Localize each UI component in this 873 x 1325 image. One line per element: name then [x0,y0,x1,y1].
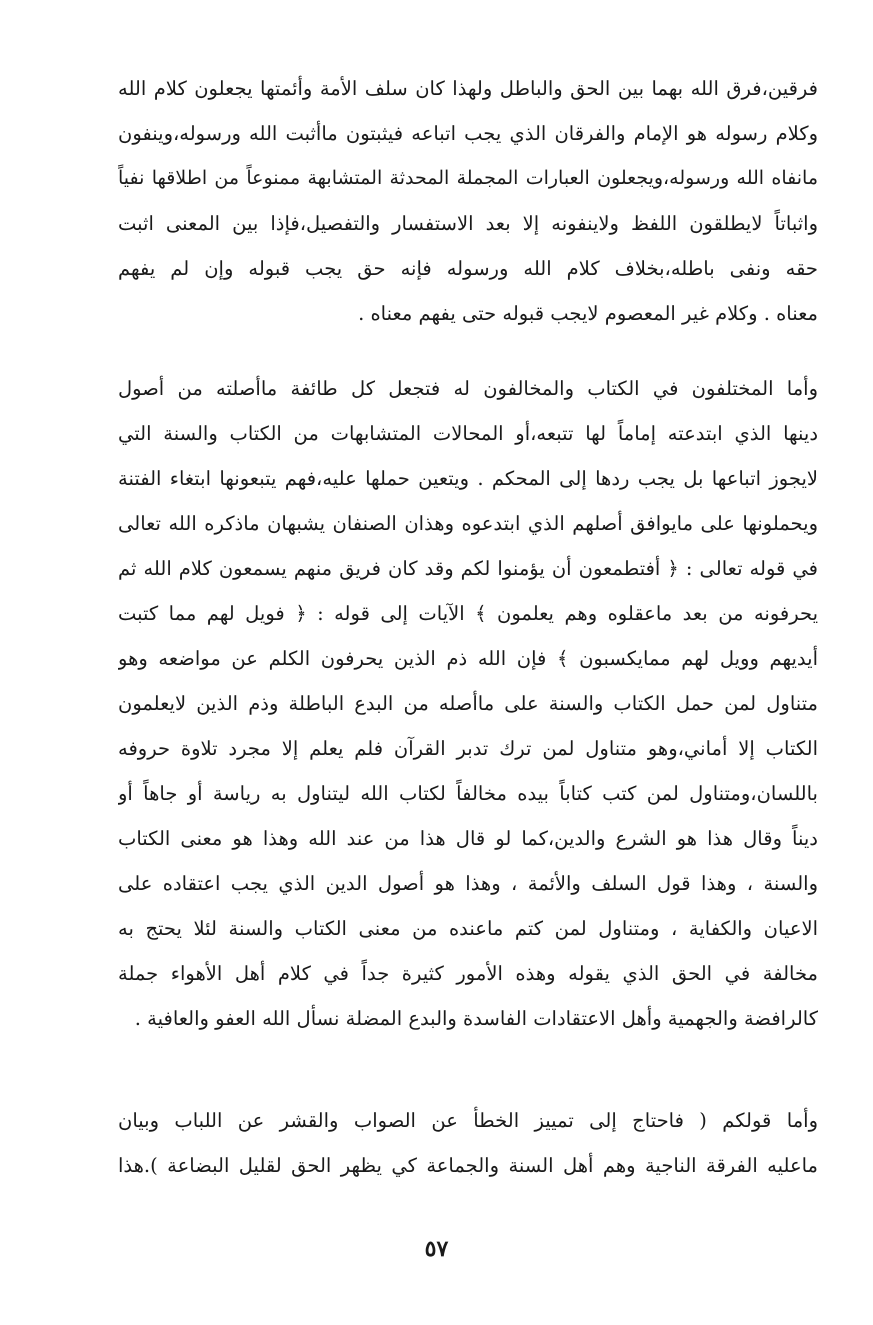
text-line: معناه . وكلام غير المعصوم لايجب قبوله حتى يفهم معناه . [358,302,818,325]
text-line: في قوله تعالى : ﴿ أفتطمعون أن يؤمنوا لكم وقد كان فريق منهم يسمعون كلام الله ثم [118,557,818,580]
page-number: ٥٧ [424,1236,449,1262]
text-line: متناول لمن حمل الكتاب والسنة على ماأصله من البدع الباطلة وذم الذين لايعلمون [118,692,818,715]
text-line: فرقين،فرق الله بهما بين الحق والباطل ولهذا كان سلف الأمة وأئمتها يجعلون كلام الله [118,77,818,100]
text-line: لايجوز اتباعها بل يجب ردها إلى المحكم . ويتعين حملها عليه،فهم يتبعونها ابتغاء الفتنة [118,467,818,490]
text-line: كالرافضة والجهمية وأهل الاعتقادات الفاسدة والبدع المضلة نسأل الله العفو والعافية . [134,1007,818,1030]
paragraph-2 [118,366,818,1041]
paragraph-3 [118,1098,818,1188]
text-line: ديناً وقال هذا هو الشرع والدين،كما لو قال هذا من عند الله وهذا هو معنى الكتاب [118,827,818,850]
paragraph-1 [118,66,818,336]
text-line: ويحملونها على مايوافق أصلهم الذي ابتدعوه وهذان الصنفان يشبهان ماذكره الله تعالى [118,512,818,535]
text-line: الاعيان والكفاية ، ومتناول لمن كتم ماعنده من معنى الكتاب والسنة لئلا يحتج به [118,917,818,940]
text-line: واثباتاً لايطلقون اللفظ ولاينفونه إلا بعد الاستفسار والتفصيل،فإذا بين المعنى اثبت [118,212,818,235]
text-line: وأما قولكم ( فاحتاج إلى تمييز الخطأ عن الصواب والقشر عن اللباب وبيان [118,1109,818,1132]
text-line: مخالفة في الحق الذي يقوله وهذه الأمور كثيرة جداً في كلام أهل الأهواء جملة [118,962,818,985]
text-line: وكلام رسوله هو الإمام والفرقان الذي يجب اتباعه فيثبتون ماأثبت الله ورسوله،وينفون [118,122,818,145]
text-line: حقه ونفى باطله،بخلاف كلام الله ورسوله فإنه حق يجب قبوله وإن لم يفهم [118,257,818,280]
text-line: والسنة ، وهذا قول السلف والأئمة ، وهذا هو أصول الدين الذي يجب اعتقاده على [118,872,818,895]
text-line: ماعليه الفرقة الناجية وهم أهل السنة والجماعة كي يظهر الحق لقليل البضاعة ).هذا [118,1154,818,1177]
text-line: مانفاه الله ورسوله،ويجعلون العبارات المجملة المحدثة المتشابهة ممنوعاً من اطلاقها نفياً [118,167,818,189]
text-line: باللسان،ومتناول لمن كتب كتاباً بيده مخالفاً لكتاب الله ليتناول به رياسة أو جاهاً أو [118,782,818,805]
text-line: أيديهم وويل لهم ممايكسبون ﴾ فإن الله ذم الذين يحرفون الكلم عن مواضعه وهو [118,647,818,670]
text-line: وأما المختلفون في الكتاب والمخالفون له فتجعل كل طائفة ماأصلته من أصول [118,377,818,400]
text-line: الكتاب إلا أماني،وهو متناول لمن ترك تدبر القرآن فلم يعلم إلا مجرد تلاوة حروفه [118,737,818,760]
text-line: دينها الذي ابتدعته إماماً لها تتبعه،أو المحالات المتشابهات من الكتاب والسنة التي [118,422,818,445]
text-line: يحرفونه من بعد ماعقلوه وهم يعلمون ﴾ الآيات إلى قوله : ﴿ فويل لهم مما كتبت [118,602,818,625]
